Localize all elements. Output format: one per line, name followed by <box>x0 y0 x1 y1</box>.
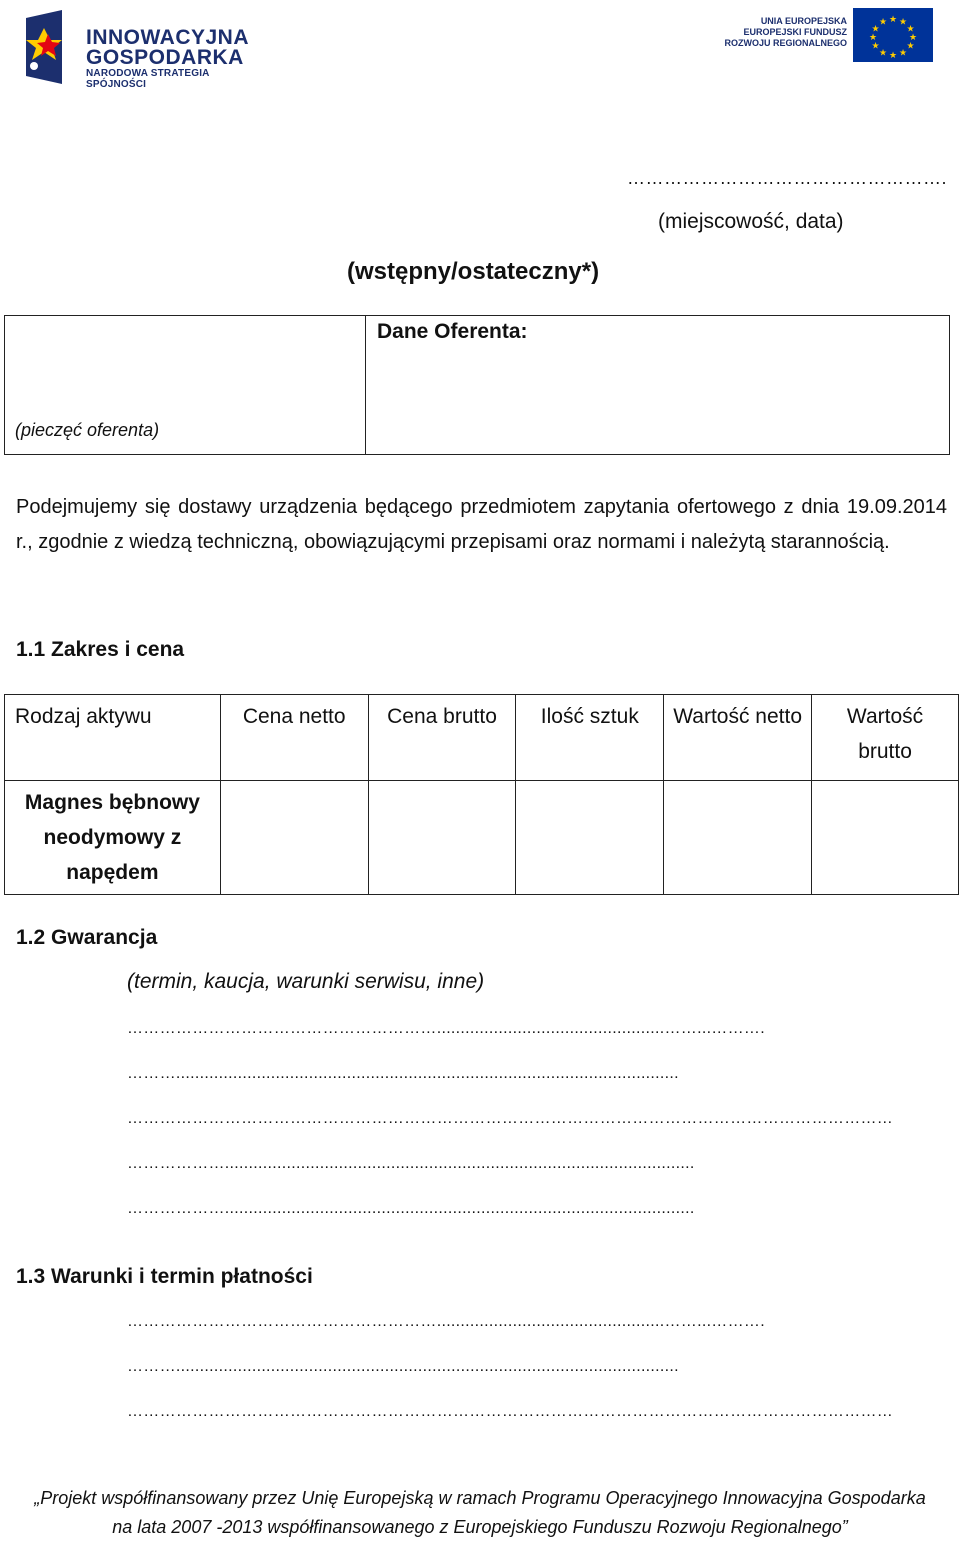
header-asset-type: Rodzaj aktywu <box>5 695 221 781</box>
eu-logo-line3: ROZWOJU REGIONALNEGO <box>724 38 847 48</box>
eu-erdf-logo <box>724 8 935 64</box>
svg-text:★: ★ <box>888 15 898 25</box>
place-date-label: (miejscowość, data) <box>658 210 844 233</box>
header-quantity: Ilość sztuk <box>516 695 664 781</box>
cell-net-price[interactable] <box>220 781 368 895</box>
document-title: (wstępny/ostateczny*) <box>347 258 600 285</box>
innowacyjna-gospodarka-logo <box>22 10 262 90</box>
header-gross-price: Cena brutto <box>368 695 516 781</box>
warranty-fill-line[interactable]: …………………………………………………………………………………………………………………………… <box>127 1110 894 1127</box>
section-scope-price-heading: 1.1 Zakres i cena <box>16 638 185 661</box>
cell-quantity[interactable] <box>516 781 664 895</box>
table-row <box>5 781 959 895</box>
cell-asset-name: Magnes bębnowy neodymowy z napędem <box>5 781 221 895</box>
svg-text:★: ★ <box>906 24 915 35</box>
logo-line-innowacyjna: INNOWACYJNA <box>86 26 250 49</box>
svg-text:★: ★ <box>878 17 888 28</box>
eu-logo-line1: UNIA EUROPEJSKA <box>760 16 847 26</box>
svg-text:★: ★ <box>868 33 878 43</box>
cell-gross-value[interactable] <box>812 781 959 895</box>
svg-text:★: ★ <box>898 48 908 59</box>
logo-line-strategia: NARODOWA STRATEGIA SPÓJNOŚCI <box>86 68 210 90</box>
header-gross-value: Wartość brutto <box>812 695 959 781</box>
offerer-data-label: Dane Oferenta: <box>377 320 528 343</box>
section-payment-heading: 1.3 Warunki i termin płatności <box>16 1265 313 1288</box>
svg-text:★: ★ <box>898 17 908 28</box>
price-table-header-row <box>5 695 959 781</box>
offerer-stamp-label: (pieczęć oferenta) <box>15 420 160 440</box>
footer-line2: na lata 2007 -2013 współfinansowanego z Europejskiego Funduszu Rozwoju Regionalnego” <box>112 1517 848 1537</box>
svg-text:★: ★ <box>888 51 898 61</box>
logo-line-gospodarka: GOSPODARKA <box>86 46 244 69</box>
svg-text:★: ★ <box>871 24 880 35</box>
declaration-paragraph: Podejmujemy się dostawy urządzenia będącego przedmiotem zapytania ofertowego z dnia 19.09.2014 r., zgodnie z wiedzą techniczną, obowiązującymi przepisami oraz normami i należytą starannością. <box>16 496 947 553</box>
footer-note <box>0 1484 960 1542</box>
place-date-dots: ……………………………………………. <box>626 168 947 188</box>
eu-flag-icon <box>853 8 933 62</box>
warranty-fill-line[interactable]: ……….......................................................................................................... <box>127 1065 679 1082</box>
cell-gross-price[interactable] <box>368 781 516 895</box>
cell-net-value[interactable] <box>664 781 812 895</box>
eu-logo-line2: EUROPEJSKI FUNDUSZ <box>743 27 847 37</box>
warranty-fill-line[interactable]: ………………................................................................................................... <box>127 1200 695 1217</box>
offerer-box-divider <box>365 316 366 454</box>
offerer-box <box>4 315 950 455</box>
svg-text:★: ★ <box>906 41 915 52</box>
warranty-fill-line[interactable]: ………………................................................................................................... <box>127 1155 695 1172</box>
svg-text:★: ★ <box>878 48 888 59</box>
ig-logo-mark-icon <box>22 10 72 84</box>
footer-line1: „Projekt współfinansowany przez Unię Europejską w ramach Programu Operacyjnego Innowacyjna Gospodarka <box>34 1488 926 1508</box>
payment-fill-line[interactable]: …………………………………………………................................................……...………. <box>127 1313 765 1330</box>
section-warranty-heading: 1.2 Gwarancja <box>16 926 158 949</box>
warranty-note: (termin, kaucja, warunki serwisu, inne) <box>127 970 485 993</box>
header-net-price: Cena netto <box>220 695 368 781</box>
payment-fill-line[interactable]: …………………………………………………………………………………………………………………………… <box>127 1403 894 1420</box>
svg-text:★: ★ <box>871 41 880 52</box>
warranty-fill-line[interactable]: …………………………………………………................................................……...………. <box>127 1020 765 1037</box>
header-net-value: Wartość netto <box>664 695 812 781</box>
payment-fill-line[interactable]: ……….......................................................................................................... <box>127 1358 679 1375</box>
price-table <box>4 694 959 895</box>
svg-text:★: ★ <box>908 33 918 43</box>
